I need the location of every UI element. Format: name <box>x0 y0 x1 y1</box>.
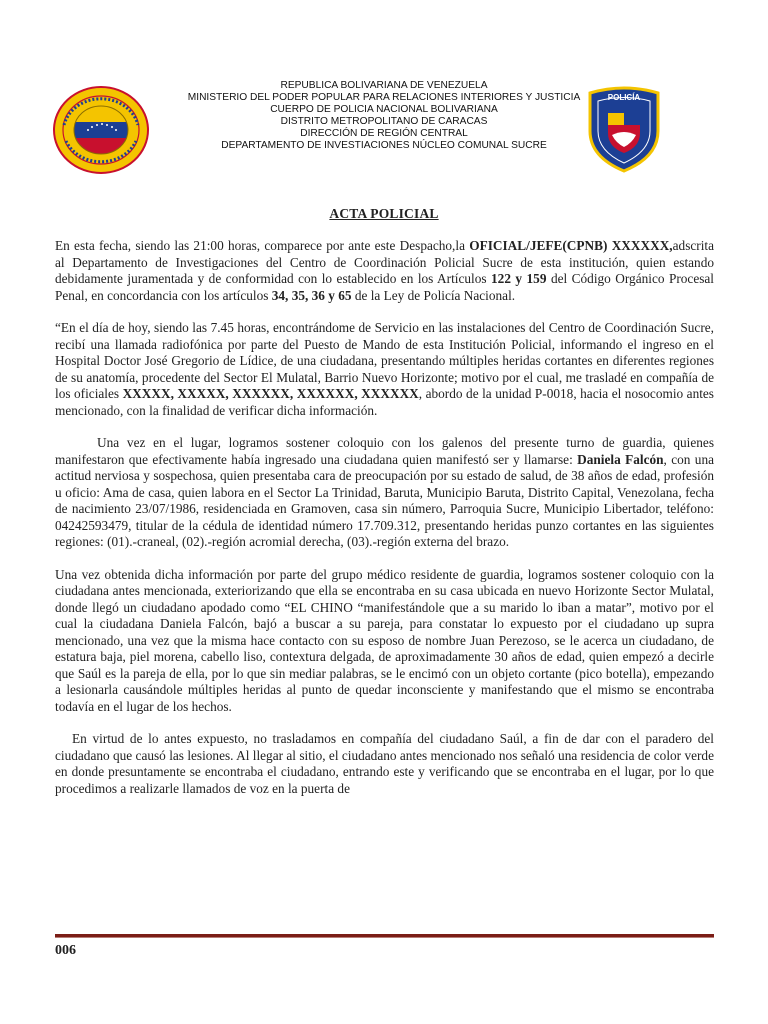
header-line-direction: DIRECCIÓN DE REGIÓN CENTRAL <box>300 128 468 139</box>
header-line-ministry: MINISTERIO DEL PODER POPULAR PARA RELACIONES INTERIORES Y JUSTICIA <box>187 92 581 103</box>
document-header <box>140 80 628 152</box>
header-line-district: DISTRITO METROPOLITANO DE CARACAS <box>280 116 488 127</box>
paragraph-4: Una vez obtenida dicha información por parte del grupo médico residente de guardia, logramos sostener coloquio con la ciudadana antes mencionada, exteriorizando que ella se encontraba en su casa ubicada en nuevo Horizonte Sector Mulatal, donde llegó un ciudadano apodado como “EL CHINO “manifestándole que a su marido lo iban a matar”, motivo por el cual la ciudadana Daniela Falcón, bajó a buscar a su pareja, para constatar lo expuesto por el ciudadano up supra mencionado, una vez que la misma hace contacto con su esposo de nombre Juan Perezoso, se le acerca un ciudadano, de estatura baja, piel morena, cabello liso, contextura delgada, de aproximadamente 30 años de edad, quien empezó a decirle que Saúl es la pareja de ella, por lo que sin mediar palabras, se le encimó con un objeto cortante (pico botella), empezando a lesionarla causándole múltiples heridas al punto de quedar inconsciente y manifestando que el mismo se encontraba todavía en el lugar de los hechos. <box>55 566 714 714</box>
ministry-seal-logo <box>52 85 150 175</box>
shield-top-text: POLICÍA <box>607 93 641 102</box>
police-shield-logo <box>584 85 664 173</box>
paragraph-3: Una vez en el lugar, logramos sostener coloquio con los galenos del presente turno de guardia, quienes manifestaron que efectivamente había ingresado una ciudadana quien manifestó ser y llamarse: Daniela Falcón, con una actitud nerviosa y sospechosa, quien presentaba cara de preocupación por su estado de salud, de 38 años de edad, profesión u oficio: Ama de casa, quien labora en el Sector La Trinidad, Baruta, Municipio Baruta, Distrito Capital, Venezolana, fecha de nacimiento 23/07/1986, residenciada en Gramoven, casa sin número, Parroquia Sucre, Municipio Libertador, teléfono: 04242593479, titular de la cédula de identidad número 17.709.312, presentando heridas punzo cortantes en las siguientes regiones: (01).-craneal, (02).-región acromial derecha, (03).-región externa del brazo. <box>55 435 714 549</box>
document-body <box>55 238 714 813</box>
header-line-department: DEPARTAMENTO DE INVESTIACIONES NÚCLEO COMUNAL SUCRE <box>221 140 547 151</box>
footer-divider <box>55 934 714 938</box>
page-number: 006 <box>55 943 76 958</box>
header-line-police-corps: CUERPO DE POLICIA NACIONAL BOLIVARIANA <box>270 104 498 115</box>
paragraph-5: En virtud de lo antes expuesto, no trasladamos en compañía del ciudadano Saúl, a fin de dar con el paradero del ciudadano que causó las lesiones. Al llegar al sitio, el ciudadano antes mencionado nos señaló una residencia de color verde en donde presuntamente se encontraba el ciudadano, entrando este y verificando que se encontraba en el lugar, por lo que procedimos a realizarle llamados de voz en la puerta de <box>55 731 714 796</box>
paragraph-2: “En el día de hoy, siendo las 7.45 horas, encontrándome de Servicio en las instalaciones del Centro de Coordinación Sucre, recibí una llamada radiofónica por parte del Puesto de Mando de esta Institución Policial, informando el ingreso en el Hospital Doctor José Gregorio de Lídice, de una ciudadana, presentando múltiples heridas cortantes en diferentes regiones de su anatomía, procedente del Sector El Mulatal, Barrio Nuevo Horizonte; motivo por el cual, me trasladé en compañía de los oficiales XXXXX, XXXXX, XXXXXX, XXXXXX, XXXXXX, abordo de la unidad P-0018, hacia el nosocomio antes mencionado, con la finalidad de verificar dicha información. <box>55 320 714 418</box>
document-title: ACTA POLICIAL <box>329 206 439 221</box>
paragraph-1: En esta fecha, siendo las 21:00 horas, comparece por ante este Despacho,la OFICIAL/JEFE(CPNB) XXXXXX,adscrita al Departamento de Investigaciones del Centro de Coordinación Policial Sucre de esta institución, quien estando debidamente juramentada y de conformidad con lo establecido en los Artículos 122 y 159 del Código Orgánico Procesal Penal, en concordancia con los artículos 34, 35, 36 y 65 de la Ley de Policía Nacional. <box>55 238 715 303</box>
header-line-republic: REPUBLICA BOLIVARIANA DE VENEZUELA <box>280 80 488 91</box>
